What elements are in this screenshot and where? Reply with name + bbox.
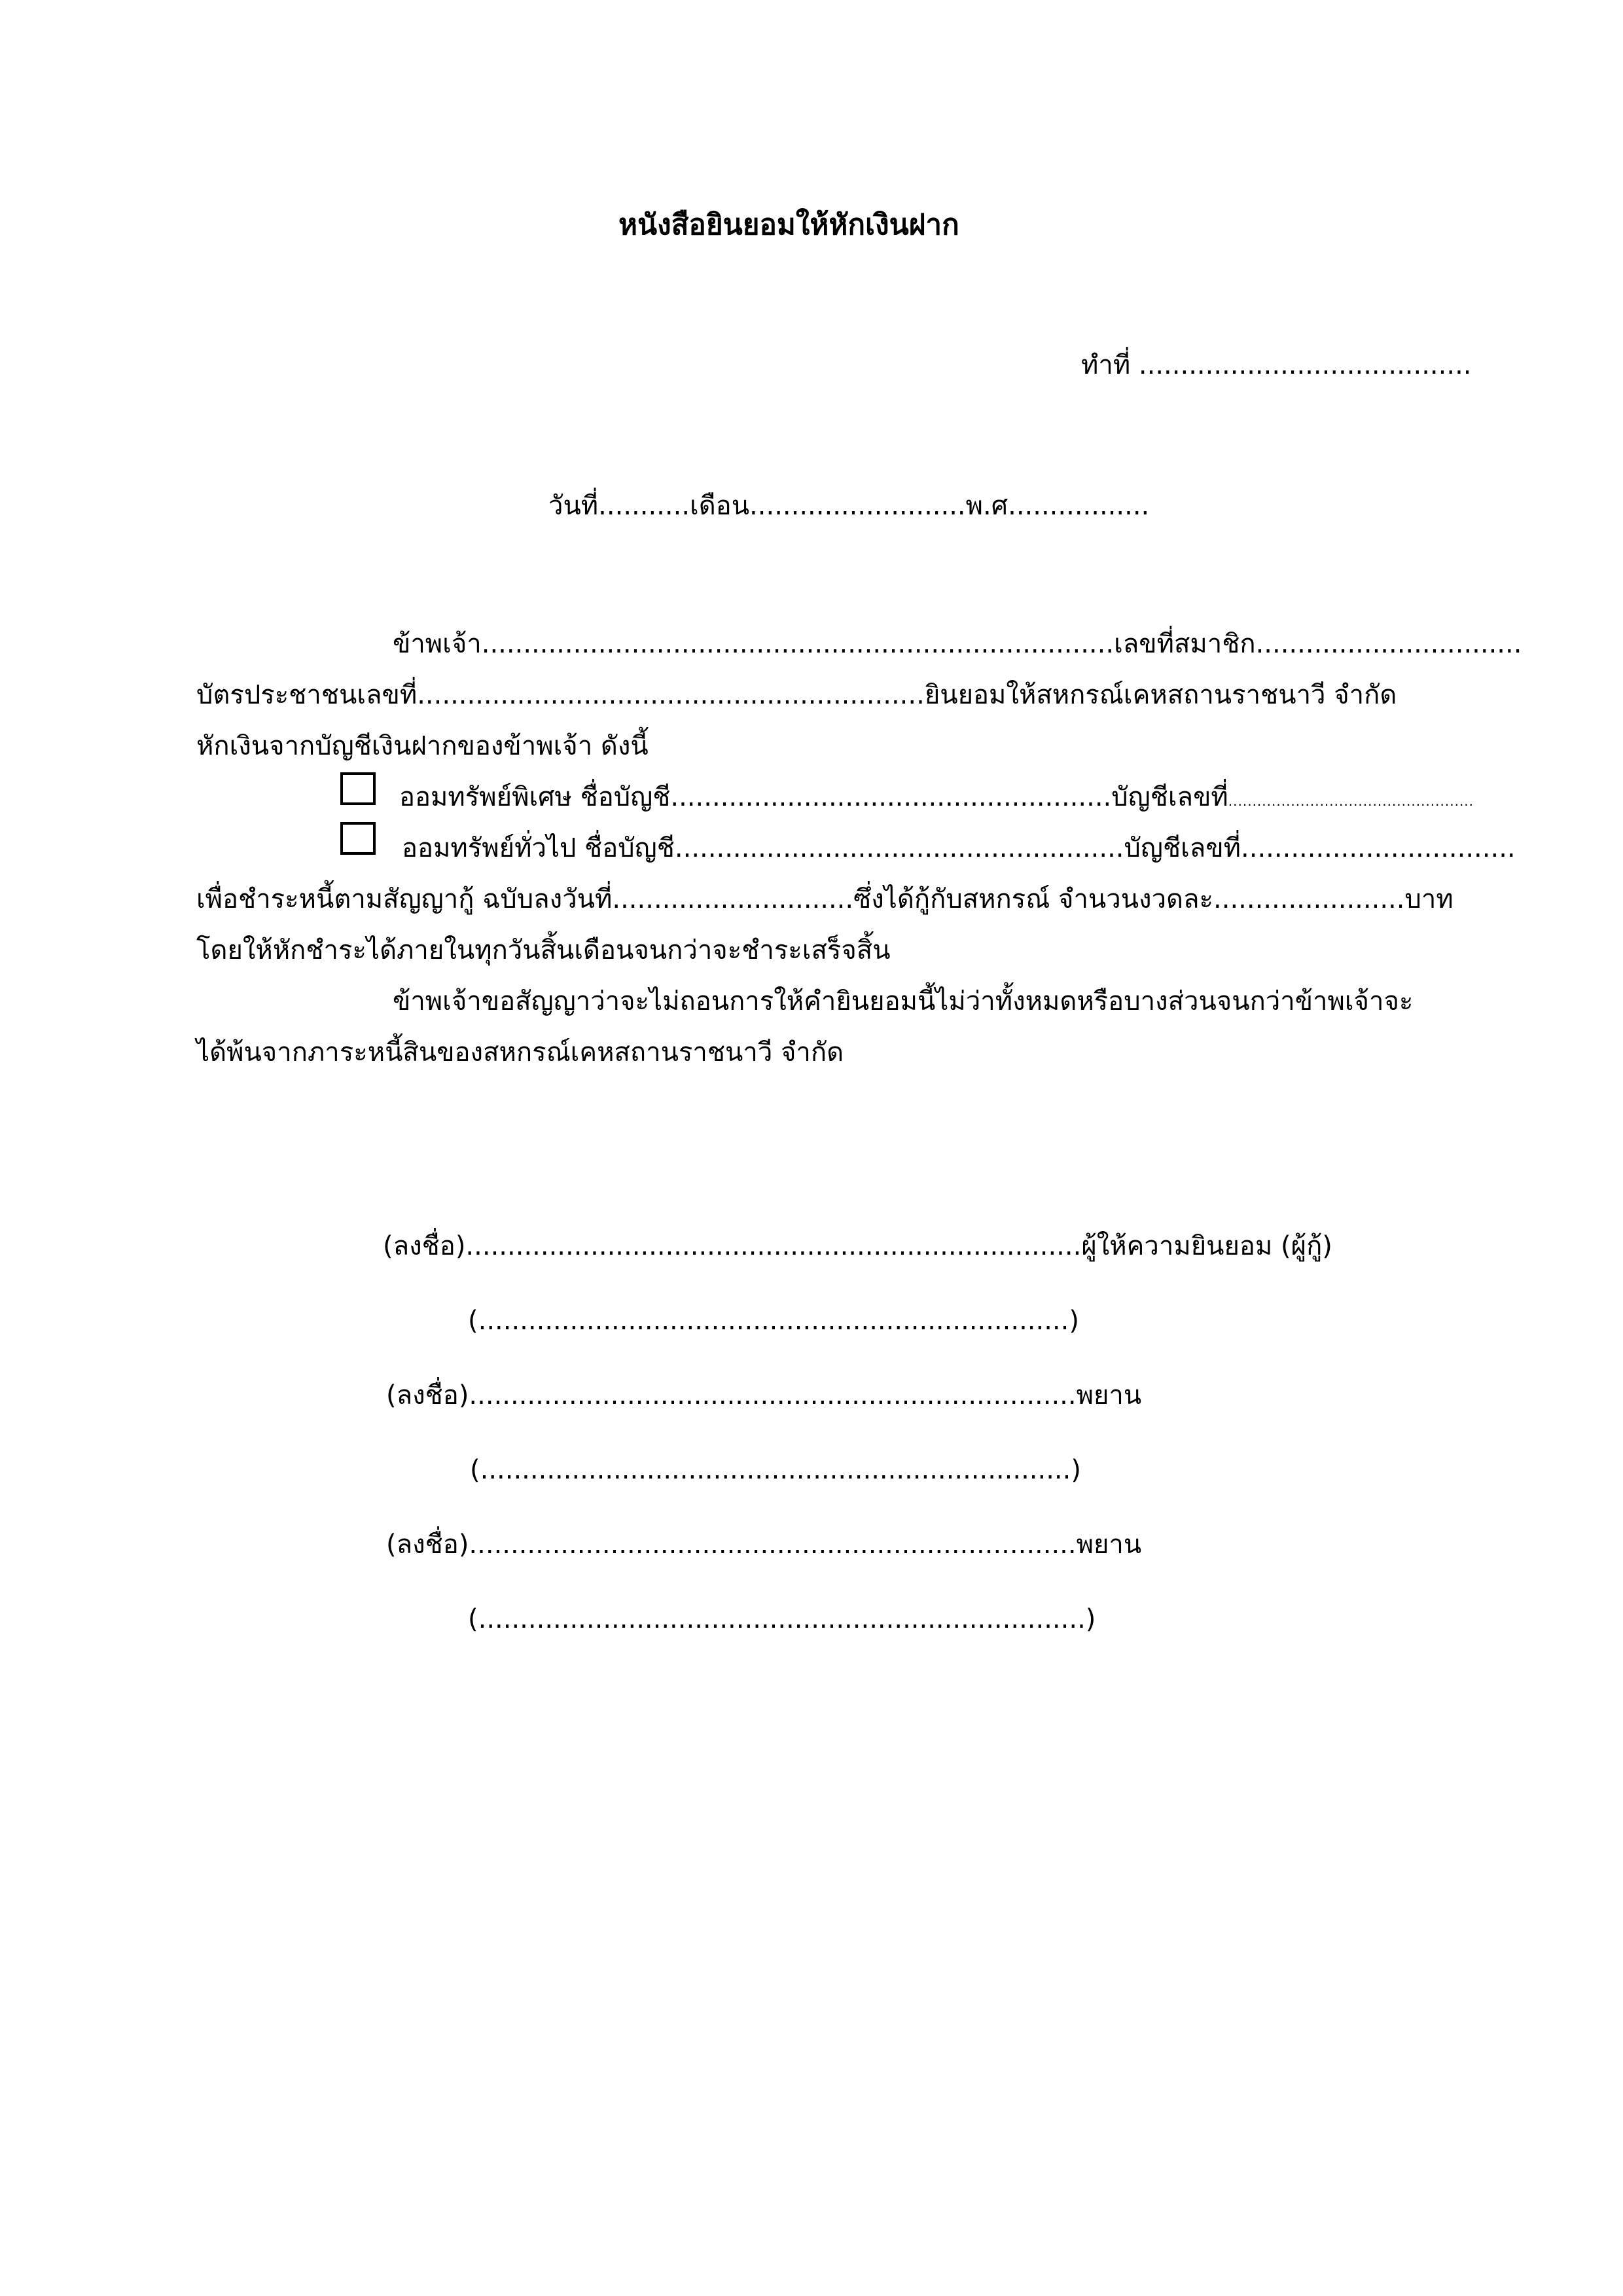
special-savings-option: [399, 779, 1474, 819]
witness1-name-line: (.......................................................................): [470, 1455, 1081, 1485]
witness1-signature-line: (ลงชื่อ).........................................................................พยาน: [386, 1380, 1142, 1410]
witness2-name-line: (.........................................................................): [468, 1604, 1096, 1634]
date-line: วันที่...........เดือน..........................พ.ศ.................: [548, 491, 1150, 521]
promise-line-continued: ได้พ้นจากภาระหนี้สินของสหกรณ์เคหสถานราชนาวี จำกัด: [196, 1037, 844, 1067]
place-line: ทำที่ ........................................: [1081, 350, 1472, 380]
promise-line: ข้าพเจ้าขอสัญญาว่าจะไม่ถอนการให้คำยินยอมนี้ไม่ว่าทั้งหมดหรือบางส่วนจนกว่าข้าพเจ้าจะ: [393, 986, 1414, 1016]
member-line: ข้าพเจ้า............................................................................เลขที่สมาชิก................................: [393, 629, 1522, 659]
loan-contract-line: เพื่อชำระหนี้ตามสัญญากู้ ฉบับลงวันที่.............................ซึ่งได้กู้กับสหกรณ์ จำนวนงวดละ.......................บาท: [196, 884, 1454, 914]
deduct-from-line: หักเงินจากบัญชีเงินฝากของข้าพเจ้า ดังนี้: [196, 731, 649, 761]
special-savings-checkbox[interactable]: [340, 772, 376, 805]
id-card-line: บัตรประชาชนเลขที่.............................................................ยินยอมให้สหกรณ์เคหสถานราชนาวี จำกัด: [196, 680, 1397, 710]
witness2-signature-line: (ลงชื่อ).........................................................................พยาน: [386, 1530, 1142, 1560]
general-savings-option: ออมทรัพย์ทั่วไป ชื่อบัญชี......................................................บัญชีเลขที่.................................: [402, 833, 1516, 863]
special-savings-label: ออมทรัพย์พิเศษ ชื่อบัญชี.....................................................บัญชีเลขที่: [399, 782, 1228, 812]
document-title: หนังสือยินยอมให้หักเงินฝาก: [618, 208, 959, 242]
borrower-signature-line: (ลงชื่อ)..........................................................................ผู้ให้ความยินยอม (ผู้กู้): [383, 1231, 1332, 1261]
borrower-name-line: (.......................................................................): [468, 1306, 1079, 1336]
deduction-schedule-line: โดยให้หักชำระได้ภายในทุกวันสิ้นเดือนจนกว่าจะชำระเสร็จสิ้น: [196, 935, 891, 965]
general-savings-checkbox[interactable]: [340, 822, 376, 855]
special-savings-account-dots: ...................................................: [1228, 793, 1474, 809]
